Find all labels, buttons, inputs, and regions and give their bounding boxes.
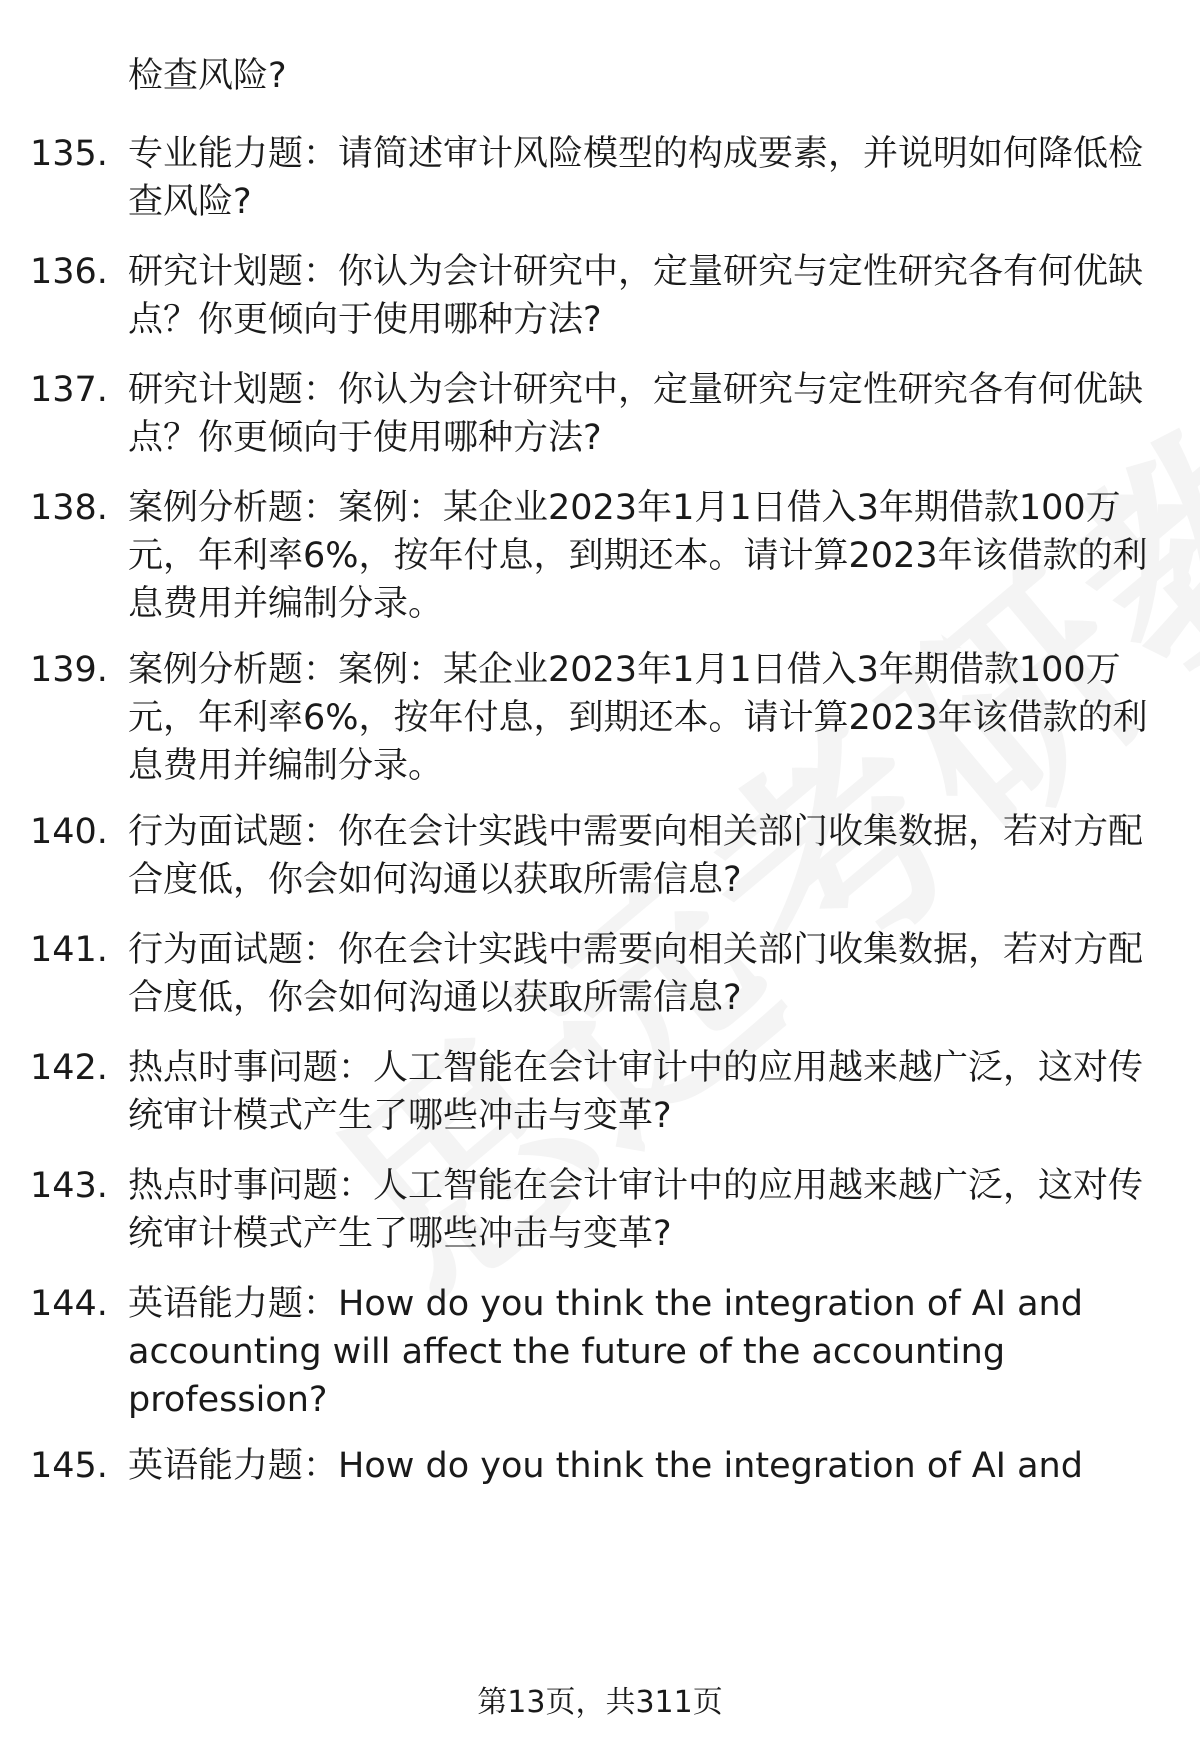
question-item: [30, 1280, 1170, 1424]
question-number: 142.: [30, 1048, 108, 1088]
question-number: 139.: [30, 650, 108, 690]
question-number: 141.: [30, 930, 108, 970]
question-text: 热点时事问题：人工智能在会计审计中的应用越来越广泛，这对传统审计模式产生了哪些冲击与变革?: [128, 1166, 1144, 1254]
question-text: 热点时事问题：人工智能在会计审计中的应用越来越广泛，这对传统审计模式产生了哪些冲击与变革?: [128, 1048, 1144, 1136]
question-number: 140.: [30, 812, 108, 852]
question-text: 行为面试题：你在会计实践中需要向相关部门收集数据，若对方配合度低，你会如何沟通以获取所需信息?: [128, 930, 1144, 1018]
question-item: [30, 1044, 1170, 1140]
page-indicator: 第13页，共311页: [477, 1685, 723, 1720]
question-number: 135.: [30, 134, 108, 174]
question-text: 专业能力题：请简述审计风险模型的构成要素，并说明如何降低检查风险?: [128, 134, 1144, 222]
question-item: [30, 248, 1170, 344]
question-continuation-text: 检查风险?: [128, 56, 287, 96]
question-text: 英语能力题：How do you think the integration of AI and: [128, 1446, 1083, 1486]
question-item: [30, 808, 1170, 904]
question-continuation: [30, 52, 1170, 100]
question-item: [30, 1162, 1170, 1258]
question-text: 行为面试题：你在会计实践中需要向相关部门收集数据，若对方配合度低，你会如何沟通以获取所需信息?: [128, 812, 1144, 900]
question-number: 136.: [30, 252, 108, 292]
question-text: 案例分析题：案例：某企业2023年1月1日借入3年期借款100万元，年利率6%，按年付息，到期还本。请计算2023年该借款的利息费用并编制分录。: [128, 650, 1148, 786]
question-number: 143.: [30, 1166, 108, 1206]
question-number: 145.: [30, 1446, 108, 1486]
question-number: 137.: [30, 370, 108, 410]
question-item: [30, 130, 1170, 226]
question-item: [30, 646, 1170, 790]
question-text: 英语能力题：How do you think the integration of AI and accounting will affect the future of the accounting profession?: [128, 1284, 1083, 1420]
question-text: 研究计划题：你认为会计研究中，定量研究与定性研究各有何优缺点？你更倾向于使用哪种方法?: [128, 252, 1144, 340]
question-number: 138.: [30, 488, 108, 528]
question-text: 研究计划题：你认为会计研究中，定量研究与定性研究各有何优缺点？你更倾向于使用哪种方法?: [128, 370, 1144, 458]
question-item: [30, 366, 1170, 462]
question-text: 案例分析题：案例：某企业2023年1月1日借入3年期借款100万元，年利率6%，按年付息，到期还本。请计算2023年该借款的利息费用并编制分录。: [128, 488, 1148, 624]
question-item: [30, 484, 1170, 628]
question-number: 144.: [30, 1284, 108, 1324]
question-item: [30, 1442, 1170, 1490]
question-item: [30, 926, 1170, 1022]
